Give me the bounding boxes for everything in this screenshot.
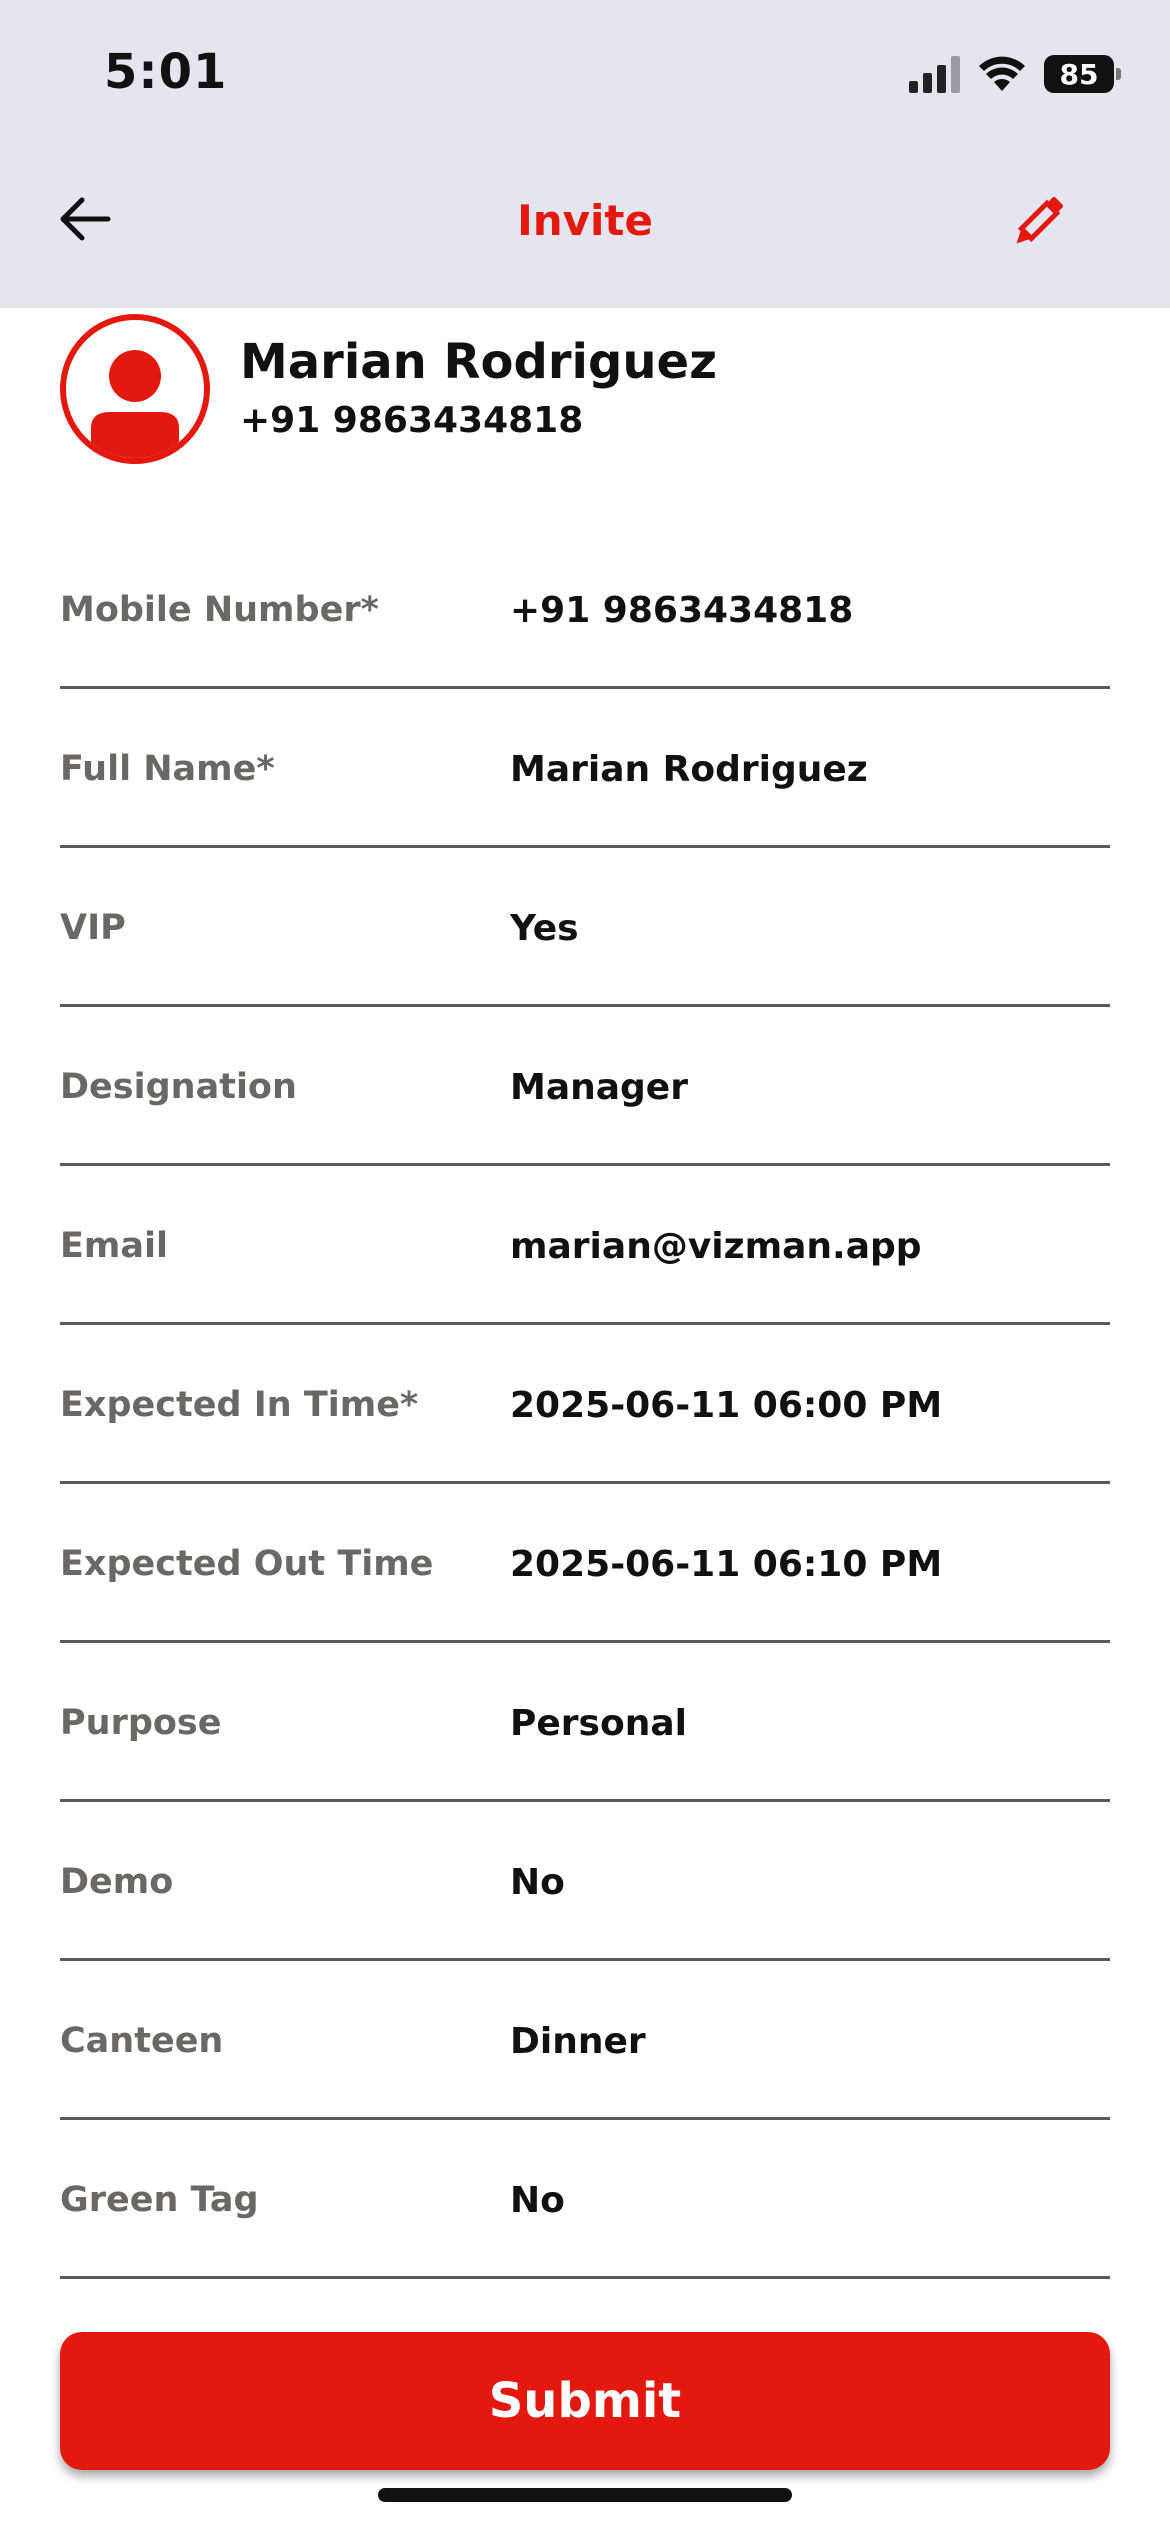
field-vip[interactable] [60, 848, 1110, 1007]
profile-details [240, 332, 717, 446]
field-label: VIP [60, 908, 126, 948]
field-label: Expected Out Time [60, 1544, 434, 1584]
user-avatar-icon [60, 314, 210, 464]
profile-phone: +91 9863434818 [240, 400, 584, 441]
battery-icon [1044, 55, 1114, 93]
field-full-name[interactable] [60, 689, 1110, 848]
top-bar [0, 0, 1170, 308]
field-label: Green Tag [60, 2180, 259, 2220]
pencil-icon[interactable] [1004, 190, 1070, 256]
field-value: 2025-06-11 06:00 PM [510, 1385, 943, 1426]
field-label: Email [60, 1226, 168, 1266]
field-value: Personal [510, 1703, 687, 1744]
field-purpose[interactable] [60, 1643, 1110, 1802]
submit-button[interactable]: Submit [60, 2332, 1110, 2470]
field-value: +91 9863434818 [510, 590, 854, 631]
field-email[interactable] [60, 1166, 1110, 1325]
field-value: Dinner [510, 2021, 646, 2062]
field-value: No [510, 1862, 565, 1903]
field-value: Marian Rodriguez [510, 749, 868, 790]
profile-header [60, 314, 717, 464]
field-label: Mobile Number* [60, 590, 379, 630]
field-label: Designation [60, 1067, 297, 1107]
home-indicator[interactable] [378, 2488, 792, 2502]
invite-details-list [60, 530, 1110, 2279]
field-value: No [510, 2180, 565, 2221]
field-value: Yes [510, 908, 579, 949]
field-label: Purpose [60, 1703, 222, 1743]
field-label: Canteen [60, 2021, 224, 2061]
profile-name: Marian Rodriguez [240, 334, 717, 390]
field-value: 2025-06-11 06:10 PM [510, 1544, 943, 1585]
status-icons [909, 52, 1114, 96]
field-designation[interactable] [60, 1007, 1110, 1166]
status-time: 5:01 [104, 44, 228, 100]
field-demo[interactable] [60, 1802, 1110, 1961]
page-title: Invite [517, 196, 653, 245]
field-value: Manager [510, 1067, 688, 1108]
field-label: Demo [60, 1862, 174, 1902]
wifi-icon [978, 55, 1026, 93]
field-label: Full Name* [60, 749, 275, 789]
battery-level: 85 [1059, 57, 1099, 91]
cellular-signal-icon [909, 55, 960, 93]
field-green-tag[interactable] [60, 2120, 1110, 2279]
field-expected-in-time[interactable] [60, 1325, 1110, 1484]
field-canteen[interactable] [60, 1961, 1110, 2120]
field-label: Expected In Time* [60, 1385, 419, 1425]
field-mobile-number[interactable] [60, 530, 1110, 689]
field-value: marian@vizman.app [510, 1226, 922, 1267]
field-expected-out-time[interactable] [60, 1484, 1110, 1643]
